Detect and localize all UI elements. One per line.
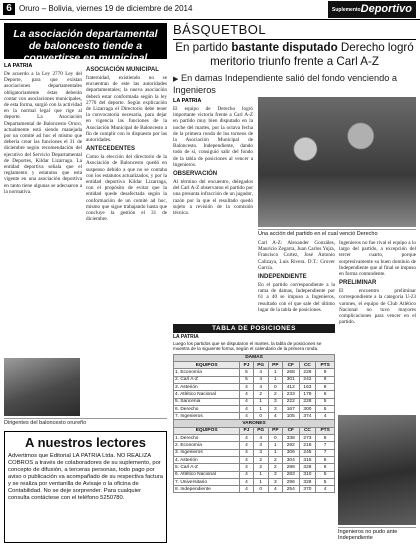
stat-cell: 4	[240, 391, 253, 398]
stat-cell: 4	[240, 384, 253, 391]
team-name-cell: 6. Derecho	[174, 405, 240, 412]
main-article-col3-text: Ingenieros no fue rival el equipo a lo largo del partido, a excepción del tercer cuarto, porque sorpresivamente su buen dominio de Independiente que al final se impuso en forma contundente.	[339, 240, 416, 278]
stat-cell: 4	[316, 413, 335, 420]
headline-highlight: bastante disputado	[231, 41, 338, 54]
standings-header-row	[174, 427, 335, 434]
stat-cell: 4	[240, 478, 253, 485]
logo-small-text: Suplemento	[332, 7, 361, 13]
stat-cell: 292	[282, 442, 299, 449]
standings-group-name: VARONES	[174, 420, 335, 427]
team-name-cell: 3. Ingenieros	[174, 449, 240, 456]
stat-cell: 370	[299, 486, 316, 493]
stat-cell: 1	[268, 442, 282, 449]
stat-cell: 288	[282, 464, 299, 471]
left-article-col2-text: fraternidad, existiendo no se encuentran de este las autoridades departamentales; la nueva asociación deberá estar conformada según la ley 2770 del deporte. Según explicación de Lizarraga el Directorio debe tener la convocatoria necesaria, para dejar en vigencia las funciones de la Asociación Municipal de Baloncesto a fin de cumplir con lo dispuesto por las autoridades.	[86, 75, 167, 144]
stat-cell: 218	[299, 442, 316, 449]
logo-main-text: Deportivo	[360, 3, 412, 15]
stat-cell: 9	[316, 369, 335, 376]
stat-cell: 0	[253, 413, 268, 420]
main-article-col1	[173, 98, 253, 216]
stat-cell: 8	[316, 435, 335, 442]
table-row	[174, 391, 335, 398]
standings-column-header: PG	[253, 362, 268, 369]
stat-cell: 4	[240, 449, 253, 456]
stat-cell: 306	[282, 449, 299, 456]
team-name-cell: 3. Asterión	[174, 384, 240, 391]
standings-column-header: PP	[268, 427, 282, 434]
stat-cell: 4	[240, 405, 253, 412]
stat-cell: 6	[316, 456, 335, 463]
main-article-col3b-text: El encuentro preliminar correspondiente a la categoría U-23 varones, el equipo de Club Atlético Nacional no tuvo mayores complicaciones para vencer en el partido.	[339, 288, 416, 326]
standings-box	[173, 324, 335, 493]
standings-column-header: PP	[268, 362, 282, 369]
stat-cell: 328	[299, 464, 316, 471]
stat-cell: 5	[316, 471, 335, 478]
stat-cell: 4	[240, 456, 253, 463]
team-name-cell: 2. Economía	[174, 442, 240, 449]
standings-group-row	[174, 354, 335, 361]
left-article-col2	[86, 64, 167, 222]
stat-cell: 1	[253, 471, 268, 478]
stat-cell: 4	[268, 413, 282, 420]
stat-cell: 1	[268, 376, 282, 383]
stat-cell: 4	[240, 442, 253, 449]
small-photo-caption: Ingenieros no pudo ante Independiente	[338, 527, 416, 541]
stat-cell: 5	[316, 478, 335, 485]
standings-column-header: PTS	[316, 427, 335, 434]
stat-cell: 0	[253, 486, 268, 493]
readers-notice-box	[4, 431, 167, 543]
stat-cell: 2	[268, 391, 282, 398]
stat-cell: 283	[282, 471, 299, 478]
standings-column-header: CC	[299, 427, 316, 434]
section-divider	[173, 39, 416, 40]
stat-cell: 3	[253, 449, 268, 456]
table-row	[174, 442, 335, 449]
stat-cell: 2	[268, 456, 282, 463]
standings-column-header: EQUIPOS	[174, 427, 240, 434]
stat-cell: 2	[253, 391, 268, 398]
table-row	[174, 413, 335, 420]
table-row	[174, 464, 335, 471]
left-article-col1-text: De acuerdo a la Ley 2770 Ley del Deporte, para que existan asociaciones departamentales obligatoriamente éstas deberán contar con asociaciones municipales, de esta forma, surgió con la actividad en la normal legal que rige al deporte. La Asociación Departamental de Baloncesto Oruro, actualmente está siendo manejada por un comité ad hoc el mismo que debería crear las funciones el 31 de diciembre según recomendación del ejecutivo del Servicio Departamental de Deportes, Kildar Lizarraga. La entidad deportiva señala que el reglamento y estatutos que está vigente en una asociación deportiva en tanto tiene algunas se adecuaron a la normativa.	[4, 71, 82, 195]
stat-cell: 1	[268, 369, 282, 376]
table-row	[174, 486, 335, 493]
stat-cell: 3	[268, 405, 282, 412]
stat-cell: 300	[299, 405, 316, 412]
standings-column-header: CF	[282, 362, 299, 369]
left-article-headline: La asociación departamental de baloncesto tiende a convertirse en municipal	[4, 23, 167, 59]
stat-cell: 1	[253, 405, 268, 412]
stat-cell: 5	[316, 398, 335, 405]
basketball-game-photo	[258, 97, 416, 227]
stat-cell: 3	[268, 471, 282, 478]
stat-cell: 296	[282, 478, 299, 485]
main-photo-caption: Una acción del partido en el cual venció Derecho	[258, 229, 416, 237]
standings-column-header: EQUIPOS	[174, 362, 240, 369]
left-article-col1	[4, 63, 82, 195]
stat-cell: 3	[268, 478, 282, 485]
stat-cell: 245	[299, 449, 316, 456]
team-name-cell: 4. Asterión	[174, 456, 240, 463]
stat-cell: 1	[253, 478, 268, 485]
stat-cell: 4	[253, 435, 268, 442]
main-headline	[173, 41, 416, 68]
standings-column-header: PG	[253, 427, 268, 434]
triangle-bullet-icon: ▶	[173, 76, 179, 83]
stat-cell: 5	[240, 376, 253, 383]
team-name-cell: 5. Sancenia	[174, 398, 240, 405]
table-row	[174, 478, 335, 485]
table-row	[174, 471, 335, 478]
page-header	[0, 0, 420, 20]
stat-cell: 233	[282, 391, 299, 398]
standings-column-header: PJ	[240, 362, 253, 369]
date-line: Oruro – Bolivia, viernes 19 de diciembre de 2014	[19, 4, 193, 13]
stat-cell: 328	[299, 478, 316, 485]
stat-cell: 7	[316, 449, 335, 456]
main-article-tag: LA PATRIA	[173, 98, 202, 104]
supplement-logo	[328, 1, 416, 18]
standings-column-header: PTS	[316, 362, 335, 369]
stat-cell: 4	[253, 384, 268, 391]
team-name-cell: 1. Economía	[174, 369, 240, 376]
table-row	[174, 449, 335, 456]
standings-tag: LA PATRIA	[173, 334, 199, 340]
table-row	[174, 369, 335, 376]
main-article-col1b-text: Al término del encuentro, delegados del Carl A-Z observaron el partido por una presunta infracción de un jugador, razón por la que el resultado quedó sujeto a revisión de la comisión técnica.	[173, 179, 253, 217]
stat-cell: 5	[240, 369, 253, 376]
stat-cell: 4	[240, 471, 253, 478]
stat-cell: 6	[316, 464, 335, 471]
main-article-col2-text: Carl A-Z: Alexander Gonzáles, Mauricio Zegarra, Juan Carlos Yujra, Francisco Cortez, José Antonio Calizaya, Luis Rivera. D.T.: Grover García.	[258, 240, 336, 271]
stat-cell: 3	[253, 442, 268, 449]
stat-cell: 8	[316, 384, 335, 391]
stat-cell: 1	[253, 398, 268, 405]
standings-table	[173, 354, 335, 494]
stat-cell: 304	[282, 456, 299, 463]
team-name-cell: 4. Atlético Nacional	[174, 391, 240, 398]
stat-cell: 4	[240, 486, 253, 493]
stat-cell: 254	[282, 486, 299, 493]
stat-cell: 228	[299, 398, 316, 405]
table-row	[174, 376, 335, 383]
left-article-sub2: ANTECEDENTES	[86, 146, 136, 153]
stat-cell: 4	[253, 376, 268, 383]
stat-cell: 6	[316, 391, 335, 398]
headline-pre: En partido	[175, 41, 229, 54]
main-subheadline-text: En damas Independiente salió del fondo venciendo a Ingenieros	[173, 73, 398, 95]
stat-cell: 4	[240, 398, 253, 405]
stat-cell: 0	[268, 384, 282, 391]
stat-cell: 222	[282, 398, 299, 405]
table-row	[174, 456, 335, 463]
stat-cell: 167	[282, 405, 299, 412]
page-number: 6	[3, 3, 15, 15]
stat-cell: 105	[282, 413, 299, 420]
team-name-cell: 1. Derecho	[174, 435, 240, 442]
stat-cell: 4	[316, 486, 335, 493]
basketball-leaders-photo	[4, 358, 80, 416]
stat-cell: 273	[299, 435, 316, 442]
main-subheadline	[173, 73, 416, 96]
stat-cell: 4	[240, 413, 253, 420]
stat-cell: 1	[268, 449, 282, 456]
standings-column-header: PJ	[240, 427, 253, 434]
table-row	[174, 398, 335, 405]
stat-cell: 268	[282, 369, 299, 376]
stat-cell: 5	[316, 405, 335, 412]
main-article-col2b-text: En el partido correspondiente a la rama de damas, Independiente por 61 a 40 se impuso a Ingenieros, resultado con el que sale del último lugar de la tabla de posiciones.	[258, 282, 335, 313]
main-article-col2	[258, 240, 335, 313]
left-article-col2b-text: Como la elección del directorio de la Asociación de Baloncesto quedó en suspenso debido a que no se contaba con los estatutos actualizados, y por la entidad deportiva Kildar Lizarraga, con el propósito de evitar que la entidad quede desafectada según la conformación de un comité ad hoc, mismo que sigue trabajando hasta que concluye la gestión el 31 de diciembre.	[86, 154, 167, 223]
team-name-cell: 8. Independiente	[174, 486, 240, 493]
standings-group-name: DAMAS	[174, 354, 335, 361]
main-article-col1-text: El equipo de Derecho logró importante victoria frente a Carl A-Z en partido muy bien disputado en la noche del martes, por la octava fecha de la primera ronda de los torneos de la Asociación Municipal de Baloncesto. Independiente, dando todo de sí, consiguió salir del fondo de la tabla de posiciones al vencer a Ingenieros.	[173, 106, 253, 168]
team-name-cell: 7. Universitario	[174, 478, 240, 485]
table-row	[174, 435, 335, 442]
stat-cell: 2	[268, 464, 282, 471]
main-article-col3	[339, 240, 416, 325]
readers-notice-title: A nuestros lectores	[25, 435, 146, 450]
stat-cell: 4	[268, 486, 282, 493]
team-name-cell: 2. Carl A-Z	[174, 376, 240, 383]
stat-cell: 226	[299, 369, 316, 376]
stat-cell: 338	[282, 435, 299, 442]
main-article-sub1: OBSERVACIÓN	[173, 171, 218, 178]
stat-cell: 163	[299, 384, 316, 391]
section-title: BÁSQUETBOL	[173, 22, 267, 37]
standings-group-row	[174, 420, 335, 427]
stat-cell: 2	[253, 464, 268, 471]
team-name-cell: 7. Ingenieros	[174, 413, 240, 420]
readers-notice-body: Advertimos que Editorial LA PATRIA Ltda. NO REALIZA COBROS a través de colaboradores de su suplemento, por concepto de difusión, a terceras personas, todo pago por aviso o publicación va acompañado de su respectiva factura y se realiza por ventanilla de Avisaje o la oficina de Contabilidad. No se deje sorprender. Para cualquier consulta contáctese con el teléfono 5250780.	[8, 453, 163, 501]
standings-column-header: CF	[282, 427, 299, 434]
standings-title: TABLA DE POSICIONES	[173, 324, 335, 333]
stat-cell: 315	[299, 456, 316, 463]
stat-cell: 412	[282, 384, 299, 391]
stat-cell: 242	[299, 376, 316, 383]
table-row	[174, 384, 335, 391]
stat-cell: 4	[240, 435, 253, 442]
stat-cell: 179	[299, 391, 316, 398]
stat-cell: 4	[240, 464, 253, 471]
stat-cell: 2	[253, 456, 268, 463]
left-photo-caption: Dirigentes del baloncesto orureño	[4, 418, 167, 426]
standings-description: Luego los partidos que se disputaron el martes, la tabla de posiciones se muestra de la siguiente forma, según el calendario de la primera ronda.	[173, 341, 322, 352]
main-article-sub2: INDEPENDIENTE	[258, 274, 307, 281]
ingenieros-photo	[338, 415, 416, 525]
standings-column-header: CC	[299, 362, 316, 369]
stat-cell: 3	[268, 398, 282, 405]
headline-post: Derecho logró meritorio triunfo frente a Carl A-Z	[210, 41, 414, 68]
stat-cell: 4	[253, 369, 268, 376]
standings-header-row	[174, 362, 335, 369]
stat-cell: 7	[316, 442, 335, 449]
stat-cell: 301	[282, 376, 299, 383]
team-name-cell: 5. Carl A-Z	[174, 464, 240, 471]
left-article-tag: LA PATRIA	[4, 63, 33, 69]
left-article-sub1: ASOCIACIÓN MUNICIPAL	[86, 67, 159, 73]
stat-cell: 9	[316, 376, 335, 383]
main-article-sub3: PRELIMINAR	[339, 280, 377, 287]
stat-cell: 310	[299, 471, 316, 478]
team-name-cell: 6. Atlético Nacional	[174, 471, 240, 478]
stat-cell: 374	[299, 413, 316, 420]
table-row	[174, 405, 335, 412]
stat-cell: 0	[268, 435, 282, 442]
